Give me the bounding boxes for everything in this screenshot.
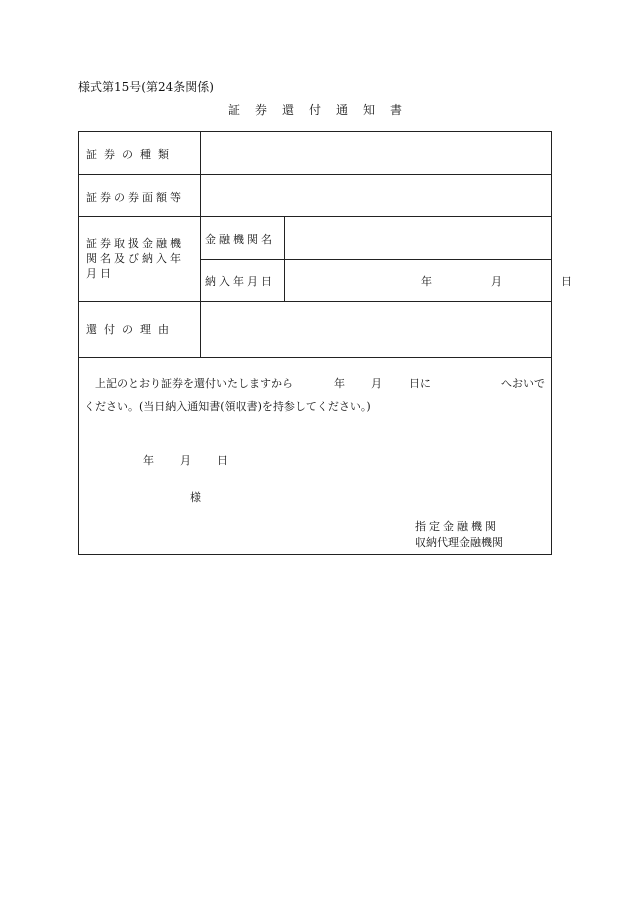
- field-payment-date[interactable]: [285, 260, 572, 301]
- issue-date-year: 年: [143, 454, 154, 467]
- recipient-honorific: 様: [190, 491, 201, 504]
- notice-day: 日に: [409, 377, 431, 390]
- notice-section: [79, 358, 551, 554]
- date-month-unit: 月: [491, 275, 502, 288]
- date-day-unit: 日: [561, 275, 572, 288]
- notice-text-line1: 上記のとおり証券を還付いたしますから: [95, 377, 293, 390]
- label-refund-reason: 還付の理由: [86, 323, 176, 336]
- label-line: 月日: [86, 267, 114, 280]
- field-institution-name[interactable]: [285, 217, 551, 259]
- notice-year: 年: [334, 377, 345, 390]
- issuer-receiving-agent-bank: 収納代理金融機関: [415, 536, 503, 549]
- label-institution-and-date: [86, 236, 184, 281]
- form-table: [78, 131, 572, 555]
- label-institution-name: 金融機関名: [205, 233, 275, 246]
- label-line: 証券取扱金融機: [86, 237, 184, 250]
- label-face-value: 証券の券面額等: [86, 191, 184, 204]
- label-payment-date: 納入年月日: [205, 275, 275, 288]
- date-year-unit: 年: [421, 275, 432, 288]
- notice-place-tail: へおいで: [501, 377, 545, 390]
- form-number: 様式第15号(第24条関係): [78, 80, 214, 94]
- field-refund-reason[interactable]: [201, 302, 551, 357]
- issue-date-day: 日: [217, 454, 228, 467]
- label-line: 関名及び納入年: [86, 252, 184, 265]
- notice-month: 月: [371, 377, 382, 390]
- field-securities-type[interactable]: [201, 132, 551, 174]
- document-title: 証券還付通知書: [228, 103, 418, 117]
- field-face-value[interactable]: [201, 175, 551, 216]
- issue-date-month: 月: [180, 454, 191, 467]
- label-securities-type: 証券の種類: [86, 148, 176, 161]
- issuer-designated-bank: 指定金融機関: [415, 520, 499, 533]
- notice-text-line2: ください。(当日納入通知書(領収書)を持参してください。): [84, 400, 371, 413]
